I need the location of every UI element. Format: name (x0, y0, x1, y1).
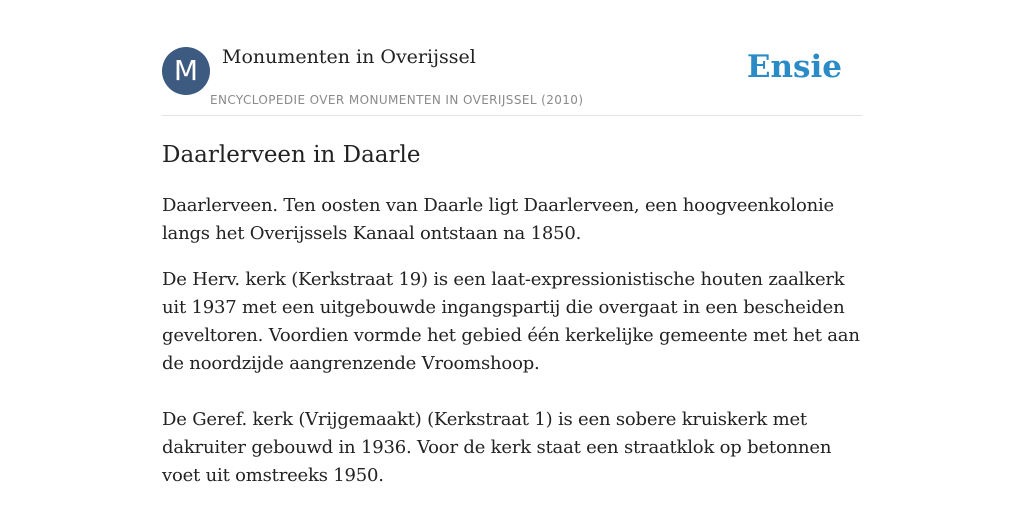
brand-logo[interactable]: Ensie (746, 49, 842, 85)
article-paragraph: De Herv. kerk (Kerkstraat 19) is een laat-expressionistische houten zaalkerk uit 1937 met een uitgebouwde ingangspartij die overgaat in een bescheiden geveltoren. Voordien vormde het gebied één kerkelijke gemeente met het aan de noordzijde aangrenzende Vroomshoop. De Geref. kerk (Vrijgemaakt) (Kerkstraat 1) is een sobere kruiskerk met dakruiter gebouwd in 1936. Voor de kerk staat een straatklok op betonnen voet uit omstreeks 1950. (162, 269, 860, 486)
article (162, 140, 862, 490)
avatar[interactable]: M (162, 47, 210, 95)
source-subtitle: ENCYCLOPEDIE OVER MONUMENTEN IN OVERIJSSEL (2010) (210, 93, 584, 107)
article-paragraph: Daarlerveen. Ten oosten van Daarle ligt Daarlerveen, een hoogveenkolonie langs het Overijssels Kanaal ontstaan na 1850. (162, 195, 834, 244)
source-header (162, 40, 862, 116)
article-title: Daarlerveen in Daarle (162, 142, 421, 168)
source-title[interactable]: Monumenten in Overijssel (222, 46, 476, 68)
